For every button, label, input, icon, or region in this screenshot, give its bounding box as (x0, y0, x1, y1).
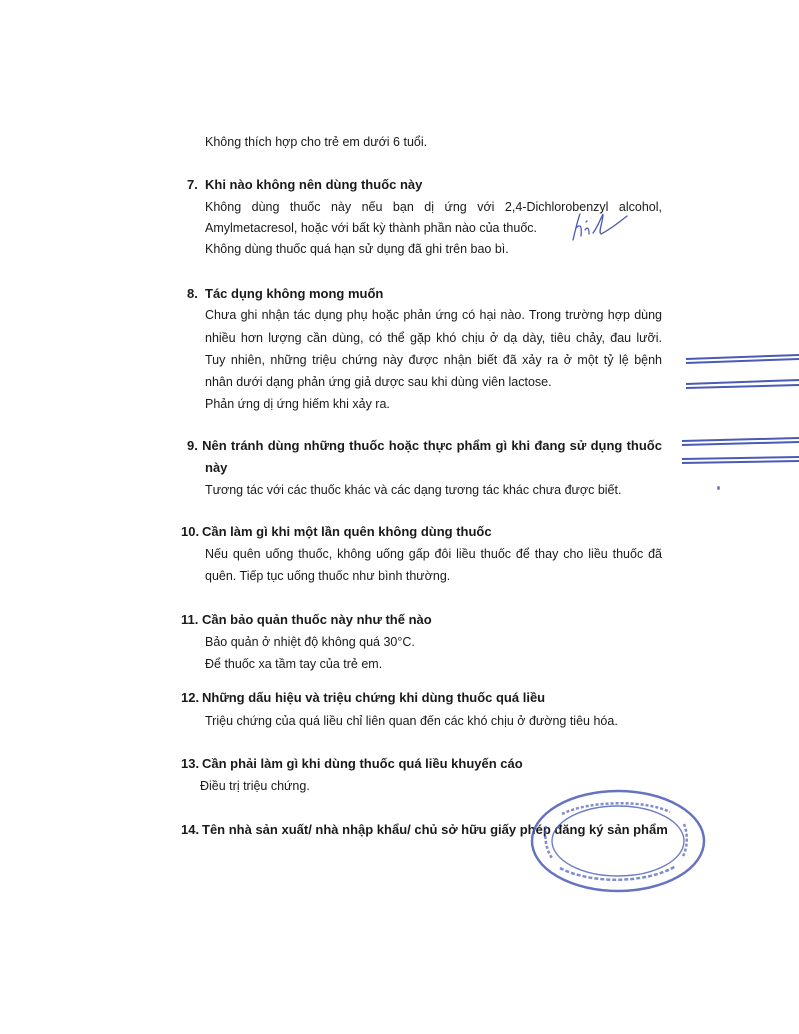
section-10-title: Cần làm gì khi một lần quên không dùng thuốc (202, 524, 492, 539)
signature-initials (567, 206, 629, 246)
edge-stamp-fragment-2 (678, 437, 799, 477)
section-9-heading (187, 438, 662, 454)
section-9-line-1: Tương tác với các thuốc khác và các dạng tương tác khác chưa được biết. (205, 483, 622, 497)
intro-line: Không thích hợp cho trẻ em dưới 6 tuổi. (205, 135, 428, 149)
section-10-number: 10. (181, 524, 200, 539)
section-8-heading (187, 286, 383, 302)
section-7-heading (187, 177, 422, 193)
section-8-line-3: Tuy nhiên, những triệu chứng này được nhận biết đã xảy ra ở một tỷ lệ bệnh (205, 353, 662, 367)
section-13-line-1: Điều trị triệu chứng. (200, 779, 310, 793)
section-11-title: Cần bảo quản thuốc này như thế nào (202, 612, 432, 627)
section-10-line-2: quên. Tiếp tục uống thuốc như bình thường. (205, 569, 451, 583)
section-7-title: Khi nào không nên dùng thuốc này (205, 177, 423, 192)
section-12-line-1: Triệu chứng của quá liều chỉ liên quan đến các khó chịu ở đường tiêu hóa. (205, 714, 618, 728)
section-8-line-4: nhân dưới dạng phản ứng giả dược sau khi dùng viên lactose. (205, 375, 552, 389)
section-7-number: 7. (187, 177, 198, 192)
section-7-line-1: Không dùng thuốc này nếu bạn dị ứng với 2,4-Dichlorobenzyl alcohol, (205, 200, 662, 214)
section-7-line-2: Amylmetacresol, hoặc với bất kỳ thành phần nào của thuốc. (205, 221, 537, 235)
edge-stamp-fragment-1 (678, 353, 799, 393)
edge-dot (717, 486, 720, 490)
section-9-number: 9. (187, 438, 198, 453)
section-13-number: 13. (181, 756, 200, 771)
section-12-number: 12. (181, 690, 200, 705)
section-12-heading (181, 690, 545, 706)
section-8-line-1: Chưa ghi nhận tác dụng phụ hoặc phản ứng có hại nào. Trong trường hợp dùng (205, 308, 662, 322)
section-11-number: 11. (181, 612, 199, 627)
section-9-title: Nên tránh dùng những thuốc hoặc thực phẩm gì khi đang sử dụng thuốc (202, 438, 662, 453)
section-11-heading (181, 612, 432, 628)
section-11-line-2: Để thuốc xa tầm tay của trẻ em. (205, 657, 383, 671)
section-12-title: Những dấu hiệu và triệu chứng khi dùng thuốc quá liều (202, 690, 546, 705)
section-7-line-3: Không dùng thuốc quá hạn sử dụng đã ghi trên bao bì. (205, 242, 509, 256)
section-11-line-1: Bảo quản ở nhiệt độ không quá 30°C. (205, 635, 415, 649)
section-8-line-5: Phản ứng dị ứng hiếm khi xảy ra. (205, 397, 390, 411)
section-13-heading (181, 756, 523, 772)
section-8-line-2: nhiều hơn lượng cần dùng, có thể gặp khó chịu ở dạ dày, tiêu chảy, đau lưỡi. (205, 331, 662, 345)
section-8-title: Tác dụng không mong muốn (205, 286, 384, 301)
section-14-title: Tên nhà sản xuất/ nhà nhập khẩu/ chủ sở hữu giấy phép đăng ký sản phẩm (202, 822, 668, 837)
section-10-line-1: Nếu quên uống thuốc, không uống gấp đôi liều thuốc để thay cho liều thuốc đã (205, 547, 662, 561)
section-10-heading (181, 524, 492, 540)
section-8-number: 8. (187, 286, 198, 301)
section-13-title: Cần phải làm gì khi dùng thuốc quá liều khuyến cáo (202, 756, 523, 771)
section-14-number: 14. (181, 822, 200, 837)
company-stamp (520, 786, 708, 896)
section-9-title-cont: này (205, 460, 228, 475)
